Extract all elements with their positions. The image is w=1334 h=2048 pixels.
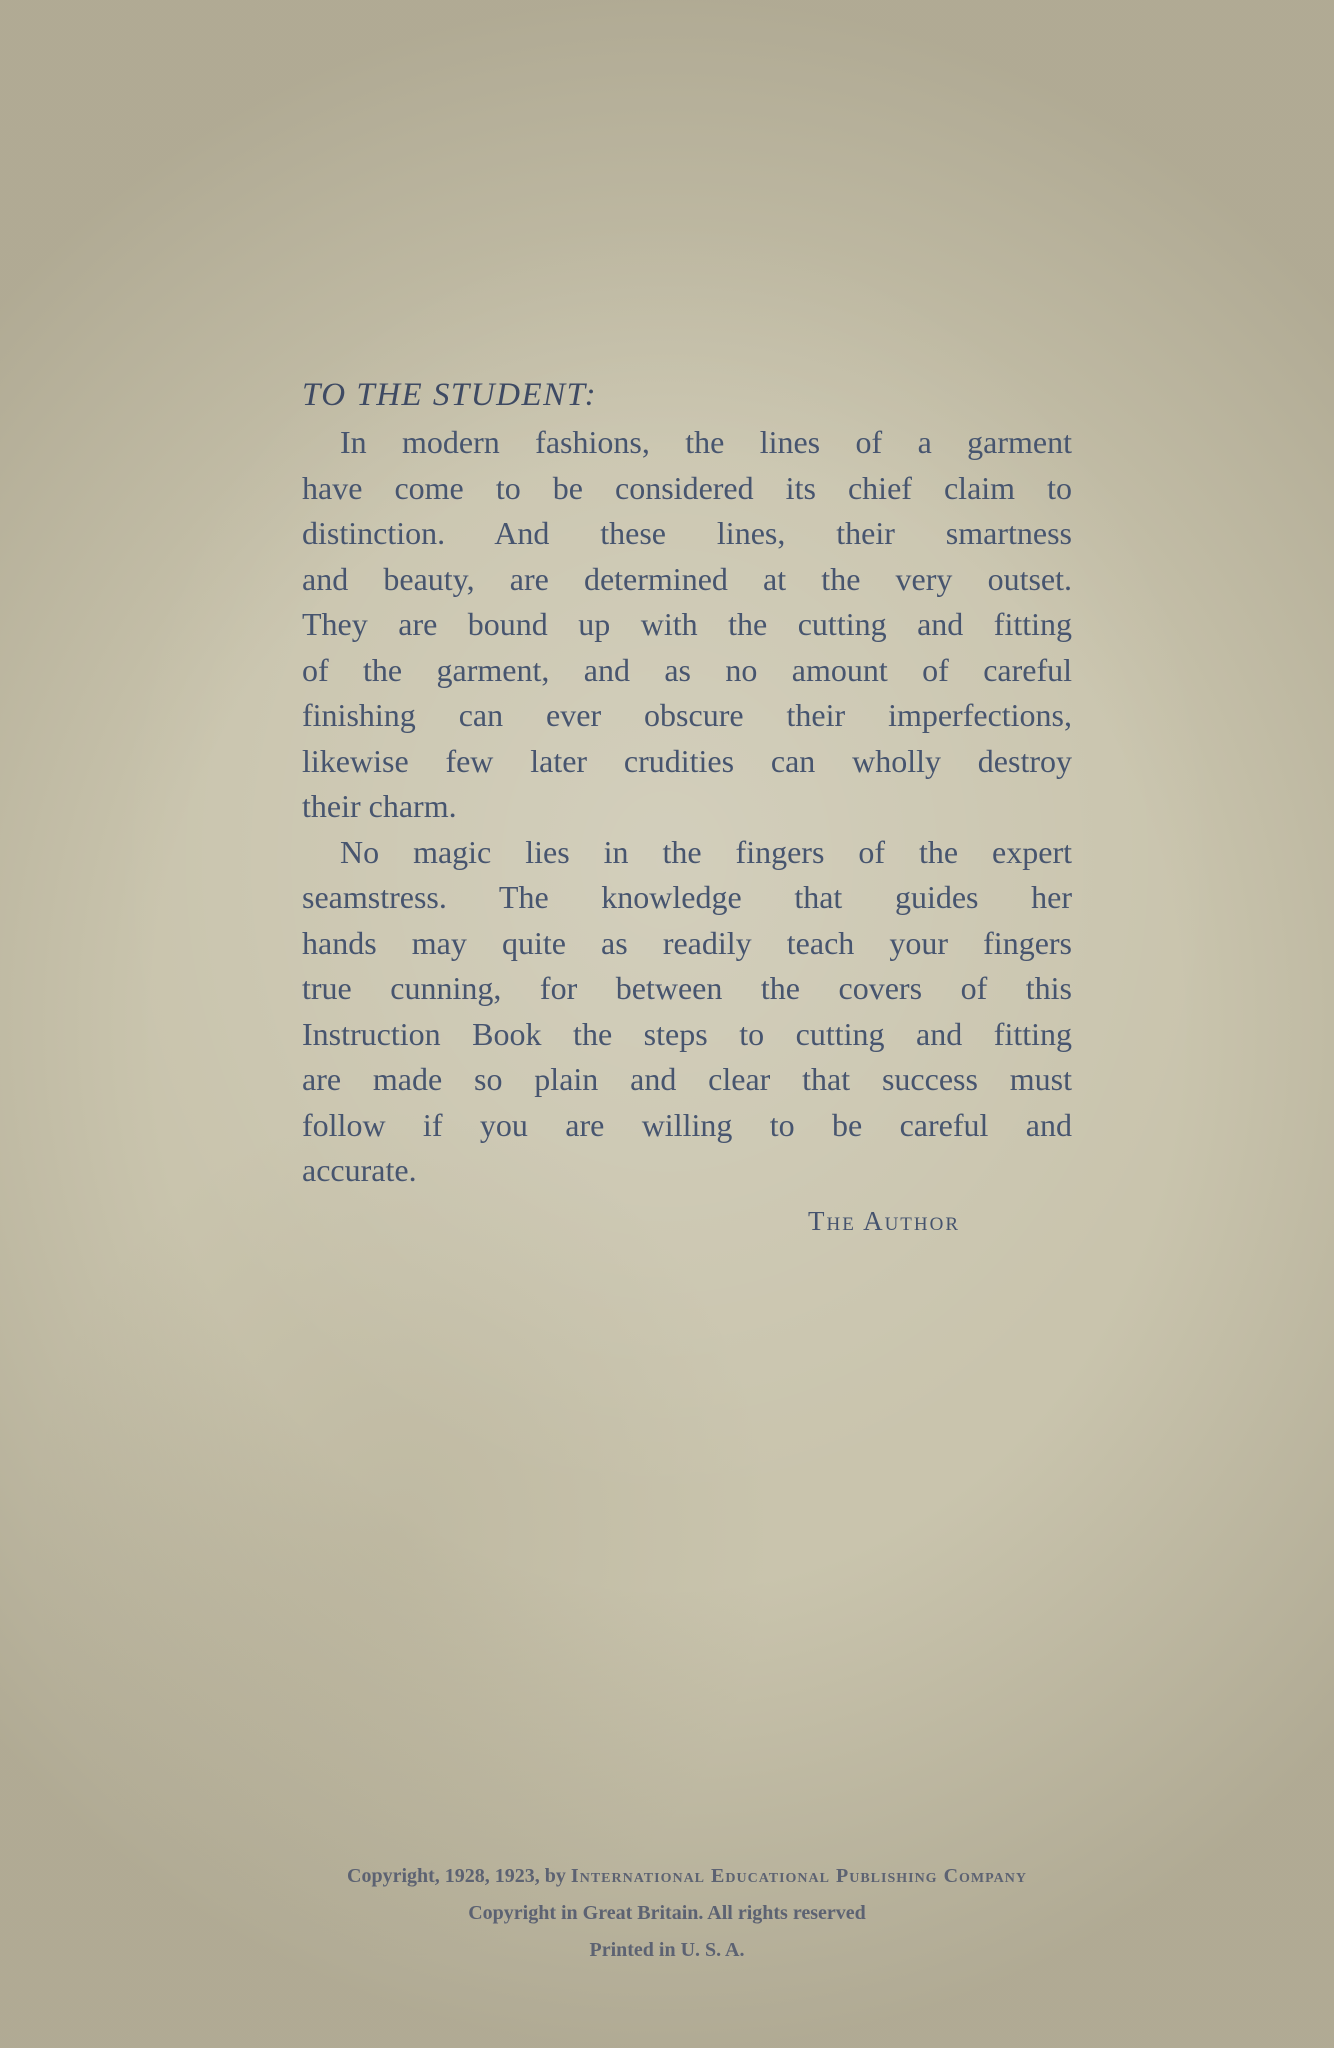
copyright-year-text: Copyright, 1928, 1923, by bbox=[347, 1865, 571, 1887]
publisher-name: International Educational Publishing Company bbox=[570, 1865, 1027, 1887]
paragraph-2-line: No magic lies in the fingers of the expert bbox=[340, 833, 1072, 870]
paragraph-2-line: true cunning, for between the covers of this bbox=[302, 970, 1072, 1006]
paragraph-2-line: follow if you are willing to be careful and bbox=[302, 1106, 1072, 1143]
copyright-notice bbox=[0, 1858, 1334, 1969]
paragraph-2-line: accurate. bbox=[302, 1152, 417, 1188]
paragraph-2-line: hands may quite as readily teach your fingers bbox=[302, 924, 1072, 961]
letter-to-student bbox=[302, 372, 1072, 1194]
copyright-line-2: Copyright in Great Britain. All rights reserved bbox=[468, 1902, 866, 1924]
paragraph-2-line: Instruction Book the steps to cutting and fitting bbox=[302, 1015, 1072, 1052]
paragraph-1-line: of the garment, and as no amount of careful bbox=[302, 651, 1072, 688]
paragraph-1-line: finishing can ever obscure their imperfections, bbox=[302, 697, 1072, 733]
paragraph-1-line: likewise few later crudities can wholly destroy bbox=[302, 742, 1072, 779]
paragraph-1-line: and beauty, are determined at the very outset. bbox=[302, 560, 1072, 597]
paragraph-1-line: their charm. bbox=[302, 788, 457, 824]
letter-heading: TO THE STUDENT: bbox=[302, 377, 598, 413]
printed-in-line: Printed in U. S. A. bbox=[589, 1939, 745, 1961]
author-signature: The Author bbox=[808, 1206, 961, 1236]
paragraph-1-line: They are bound up with the cutting and fitting bbox=[302, 606, 1072, 642]
paragraph-2 bbox=[302, 830, 1072, 1194]
paragraph-1-line: distinction. And these lines, their smartness bbox=[302, 515, 1072, 551]
paragraph-1-line: have come to be considered its chief claim to bbox=[302, 469, 1072, 506]
paragraph-1 bbox=[302, 420, 1072, 830]
paragraph-2-line: seamstress. The knowledge that guides her bbox=[302, 879, 1072, 915]
paragraph-2-line: are made so plain and clear that success must bbox=[302, 1061, 1072, 1097]
copyright-line-1 bbox=[0, 1858, 1334, 1895]
paragraph-1-line: In modern fashions, the lines of a garment bbox=[340, 424, 1072, 460]
